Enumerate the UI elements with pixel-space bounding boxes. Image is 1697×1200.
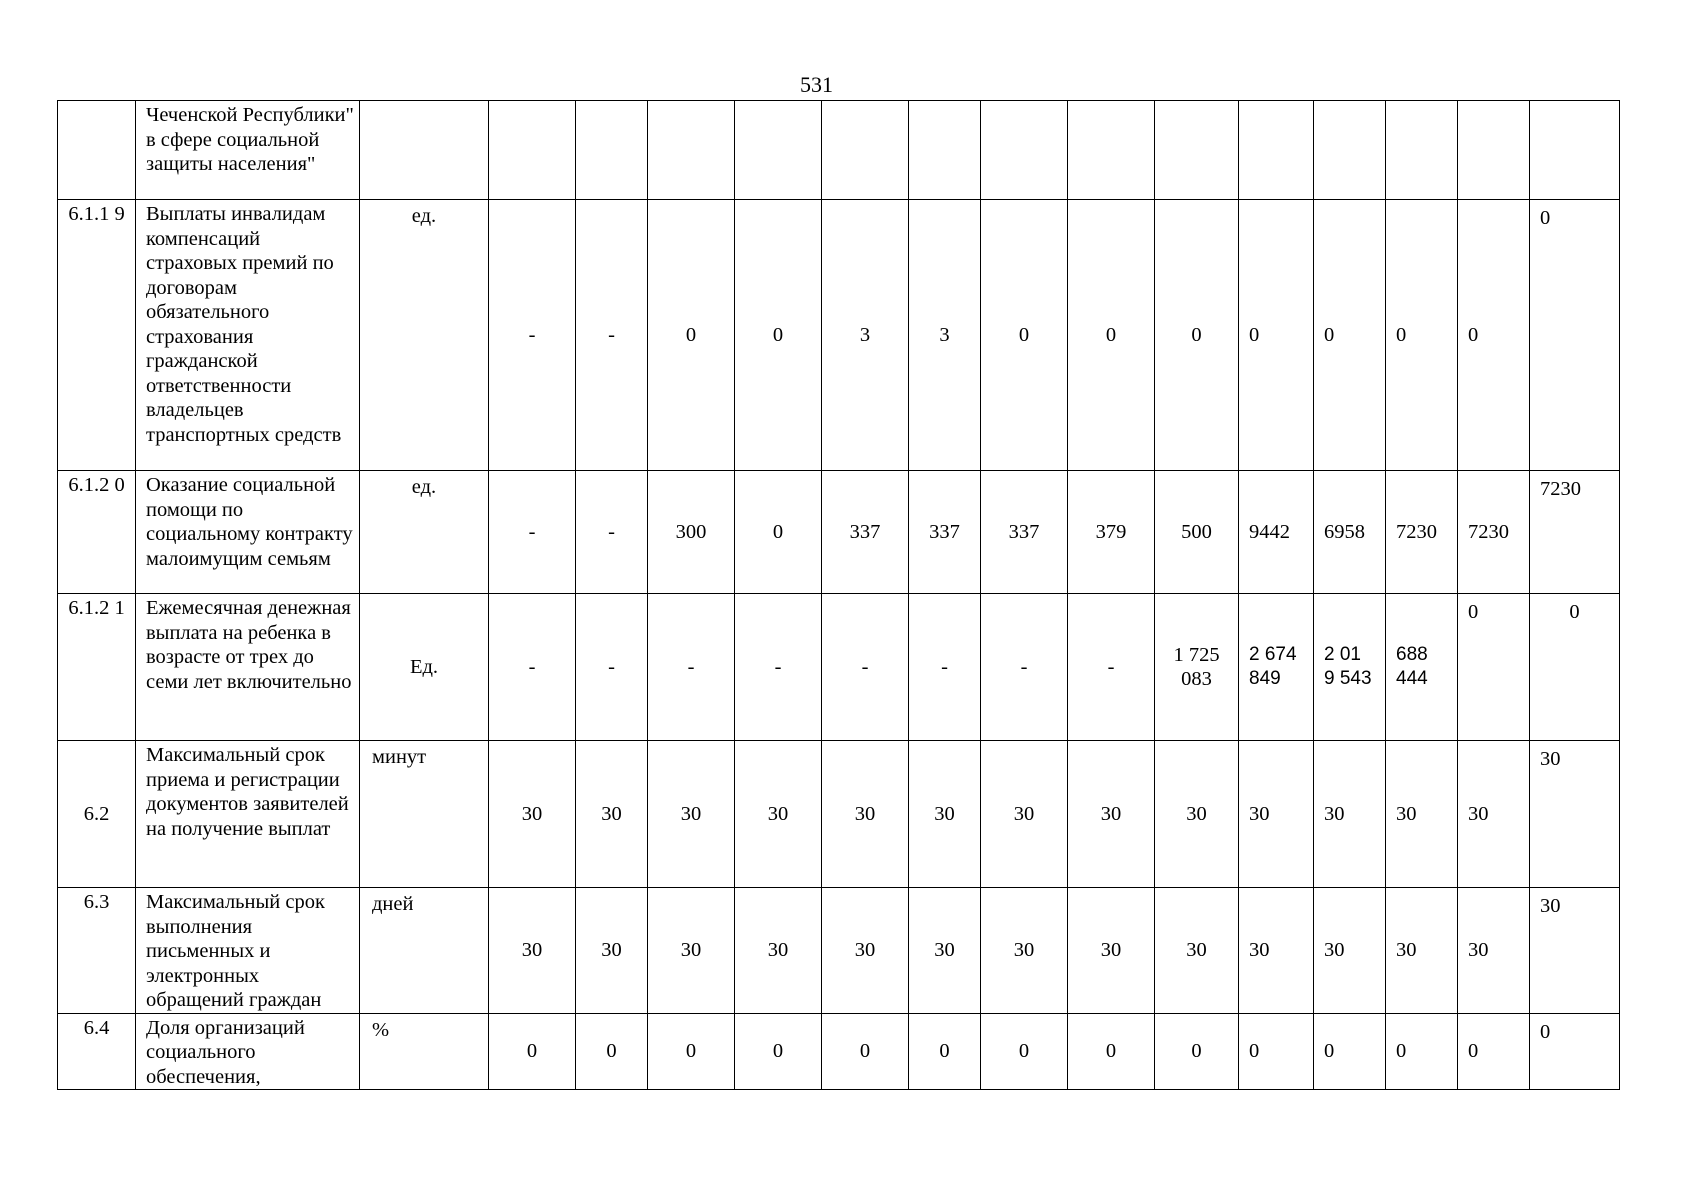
row-number: 6.3 <box>58 888 136 1014</box>
value-cell: 0 <box>1239 1013 1314 1090</box>
row-name: Максимальный срок приема и регистрации документов заявителей на получение выплат <box>136 741 360 888</box>
row-unit: минут <box>360 741 489 888</box>
table-row <box>58 101 1620 200</box>
indicators-table <box>57 100 1620 1090</box>
value-cell: - <box>576 471 648 594</box>
value-cell: 0 <box>1386 200 1458 471</box>
row-unit: Ед. <box>360 594 489 741</box>
value-cell: 30 <box>1458 741 1530 888</box>
table-row <box>58 200 1620 471</box>
value-cell <box>981 101 1068 200</box>
value-cell: - <box>576 594 648 741</box>
row-name: Доля организаций социального обеспечения, <box>136 1013 360 1090</box>
value-cell: 30 <box>1239 741 1314 888</box>
table-row <box>58 741 1620 888</box>
value-cell <box>1386 594 1458 741</box>
page-number: 531 <box>800 72 833 97</box>
value-cell: 0 <box>489 1013 576 1090</box>
value-cell: 0 <box>1458 1013 1530 1090</box>
value-cell: 0 <box>648 1013 735 1090</box>
row-name: Чеченской Республики" в сфере социальной защиты населения" <box>136 101 360 200</box>
value-cell: 0 <box>1458 200 1530 471</box>
row-number: 6.1.1 9 <box>58 200 136 471</box>
value-cell: 0 <box>1386 1013 1458 1090</box>
value-text: 688 444 <box>1396 644 1428 689</box>
value-text: 2 674 849 <box>1249 644 1297 689</box>
value-cell: 300 <box>648 471 735 594</box>
value-cell-last: 0 <box>1530 594 1620 741</box>
value-cell: - <box>576 200 648 471</box>
value-cell: 30 <box>1386 741 1458 888</box>
value-cell <box>1239 594 1314 741</box>
value-cell: 30 <box>1155 888 1239 1014</box>
value-cell <box>909 101 981 200</box>
value-cell: - <box>489 594 576 741</box>
value-cell: 0 <box>735 471 822 594</box>
value-cell: - <box>822 594 909 741</box>
value-cell: 7230 <box>1386 471 1458 594</box>
value-cell: 0 <box>1155 1013 1239 1090</box>
value-cell: 337 <box>909 471 981 594</box>
row-name: Выплаты инвалидам компенсаций страховых премий по договорам обязательного страхования гражданской ответственности владельцев транспортных средств <box>136 200 360 471</box>
table-row <box>58 594 1620 741</box>
row-unit <box>360 101 489 200</box>
value-cell: 0 <box>1155 200 1239 471</box>
value-cell: 0 <box>1239 200 1314 471</box>
value-cell: 30 <box>981 741 1068 888</box>
value-cell <box>1068 101 1155 200</box>
value-cell: 30 <box>576 741 648 888</box>
row-name: Оказание социальной помощи по социальному контракту малоимущим семьям <box>136 471 360 594</box>
row-name: Максимальный срок выполнения письменных и электронных обращений граждан <box>136 888 360 1014</box>
value-cell <box>1155 594 1239 741</box>
value-cell <box>648 101 735 200</box>
value-cell: 30 <box>1314 741 1386 888</box>
value-cell <box>735 101 822 200</box>
value-cell: 500 <box>1155 471 1239 594</box>
value-cell <box>822 101 909 200</box>
row-number: 6.2 <box>58 741 136 888</box>
value-cell: 3 <box>909 200 981 471</box>
value-cell: 30 <box>1386 888 1458 1014</box>
value-cell: 0 <box>909 1013 981 1090</box>
row-unit: ед. <box>360 471 489 594</box>
value-cell: 9442 <box>1239 471 1314 594</box>
value-cell: 30 <box>1068 741 1155 888</box>
value-cell <box>1155 101 1239 200</box>
value-cell: 7230 <box>1458 471 1530 594</box>
value-cell: 0 <box>576 1013 648 1090</box>
value-cell: 30 <box>909 888 981 1014</box>
value-cell: - <box>648 594 735 741</box>
value-cell: 30 <box>909 741 981 888</box>
value-cell: - <box>909 594 981 741</box>
row-number: 6.4 <box>58 1013 136 1090</box>
value-cell <box>1458 101 1530 200</box>
value-cell-last <box>1530 101 1620 200</box>
row-number <box>58 101 136 200</box>
row-unit: % <box>360 1013 489 1090</box>
value-cell: 30 <box>576 888 648 1014</box>
value-cell: 6958 <box>1314 471 1386 594</box>
value-cell: - <box>489 471 576 594</box>
value-cell: 0 <box>1068 200 1155 471</box>
value-cell: 30 <box>735 888 822 1014</box>
value-cell: 30 <box>489 888 576 1014</box>
value-cell-last: 0 <box>1530 1013 1620 1090</box>
value-cell <box>489 101 576 200</box>
value-cell: 30 <box>1068 888 1155 1014</box>
value-cell: 0 <box>981 200 1068 471</box>
value-cell: 0 <box>1314 1013 1386 1090</box>
value-cell: - <box>735 594 822 741</box>
value-cell: 30 <box>1314 888 1386 1014</box>
value-cell: 30 <box>822 888 909 1014</box>
value-cell: 0 <box>981 1013 1068 1090</box>
value-cell: 30 <box>1458 888 1530 1014</box>
value-cell: 379 <box>1068 471 1155 594</box>
row-number: 6.1.2 0 <box>58 471 136 594</box>
value-cell: 3 <box>822 200 909 471</box>
value-cell: 0 <box>735 200 822 471</box>
value-cell: 0 <box>1458 594 1530 741</box>
value-cell: 30 <box>648 888 735 1014</box>
value-cell-last: 0 <box>1530 200 1620 471</box>
value-cell: 30 <box>735 741 822 888</box>
value-cell <box>1314 594 1386 741</box>
value-cell: 30 <box>489 741 576 888</box>
row-number: 6.1.2 1 <box>58 594 136 741</box>
row-unit: дней <box>360 888 489 1014</box>
value-cell: 30 <box>822 741 909 888</box>
value-cell: 0 <box>648 200 735 471</box>
value-cell: 337 <box>981 471 1068 594</box>
value-cell: 30 <box>981 888 1068 1014</box>
value-cell <box>1386 101 1458 200</box>
table-row <box>58 888 1620 1014</box>
value-cell: 0 <box>822 1013 909 1090</box>
table-row <box>58 1013 1620 1090</box>
value-cell: 0 <box>1314 200 1386 471</box>
value-cell: - <box>981 594 1068 741</box>
value-cell: - <box>1068 594 1155 741</box>
value-cell-last: 30 <box>1530 741 1620 888</box>
value-cell: - <box>489 200 576 471</box>
row-name: Ежемесячная денежная выплата на ребенка в возрасте от трех до семи лет включительно <box>136 594 360 741</box>
value-cell-last: 30 <box>1530 888 1620 1014</box>
value-cell: 30 <box>1239 888 1314 1014</box>
value-cell: 0 <box>735 1013 822 1090</box>
value-cell <box>1239 101 1314 200</box>
value-cell: 30 <box>1155 741 1239 888</box>
value-cell <box>1314 101 1386 200</box>
value-cell-last: 7230 <box>1530 471 1620 594</box>
value-text: 1 725 083 <box>1173 643 1220 690</box>
value-cell: 0 <box>1068 1013 1155 1090</box>
value-text: 2 01 9 543 <box>1324 644 1372 689</box>
row-unit: ед. <box>360 200 489 471</box>
table-row <box>58 471 1620 594</box>
value-cell: 30 <box>648 741 735 888</box>
value-cell: 337 <box>822 471 909 594</box>
value-cell <box>576 101 648 200</box>
